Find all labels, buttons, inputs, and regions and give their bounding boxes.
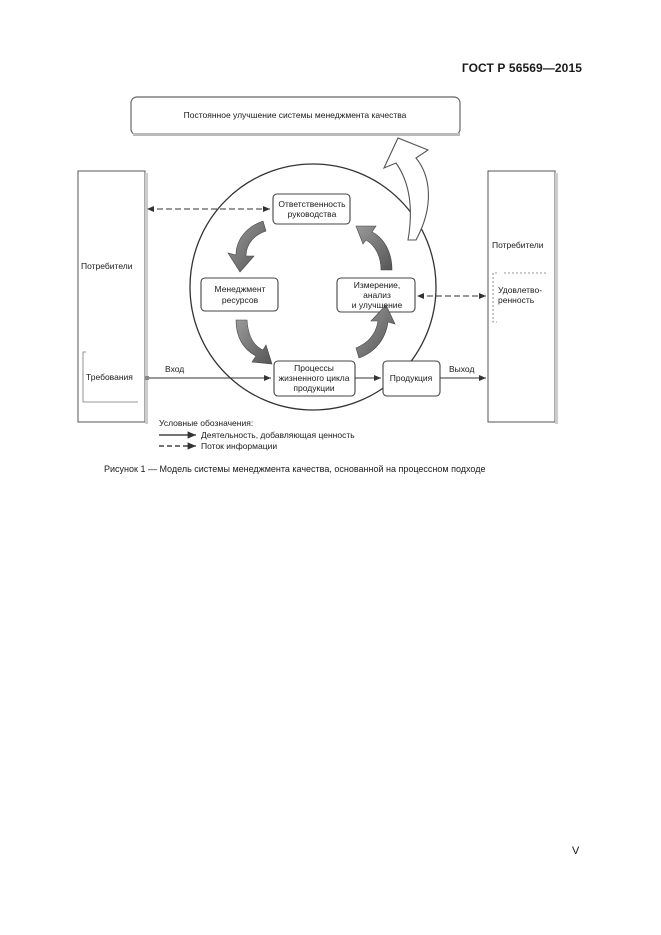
right-customers-title: Потребители [492, 240, 544, 250]
lifecycle-label-line3: продукции [293, 383, 335, 393]
measurement-label-line1: Измерение, [353, 280, 401, 290]
legend-dashed-label: Поток информации [201, 441, 278, 451]
resources-label-line1: Менеджмент [214, 284, 266, 294]
measurement-label-line3: и улучшение [351, 300, 403, 310]
responsibility-label-line1: Ответственность [278, 199, 346, 209]
output-label: Выход [449, 364, 475, 374]
satisfaction-label-line1: Удовлетво- [498, 285, 543, 295]
resources-label-line2: ресурсов [221, 295, 259, 305]
left-customers-title: Потребители [81, 261, 133, 271]
responsibility-label-line2: руководства [287, 209, 337, 219]
document-code: ГОСТ Р 56569—2015 [461, 61, 582, 75]
left-customers-panel [78, 171, 145, 422]
satisfaction-label-line2: ренность [498, 295, 535, 305]
lifecycle-label-line1: Процессы [294, 363, 334, 373]
lifecycle-label-line2: жизненного цикла [278, 373, 350, 383]
product-label: Продукция [389, 373, 433, 383]
input-label: Вход [165, 364, 185, 374]
measurement-label-line2: анализ [363, 290, 391, 300]
page-number: V [572, 845, 580, 857]
improvement-banner-label: Постоянное улучшение системы менеджмента качества [183, 110, 407, 120]
legend-title: Условные обозначения: [159, 418, 254, 428]
requirements-label: Требования [86, 372, 133, 382]
legend-solid-label: Деятельность, добавляющая ценность [201, 430, 355, 440]
figure-caption: Рисунок 1 — Модель системы менеджмента качества, основанной на процессном подходе [104, 464, 486, 474]
